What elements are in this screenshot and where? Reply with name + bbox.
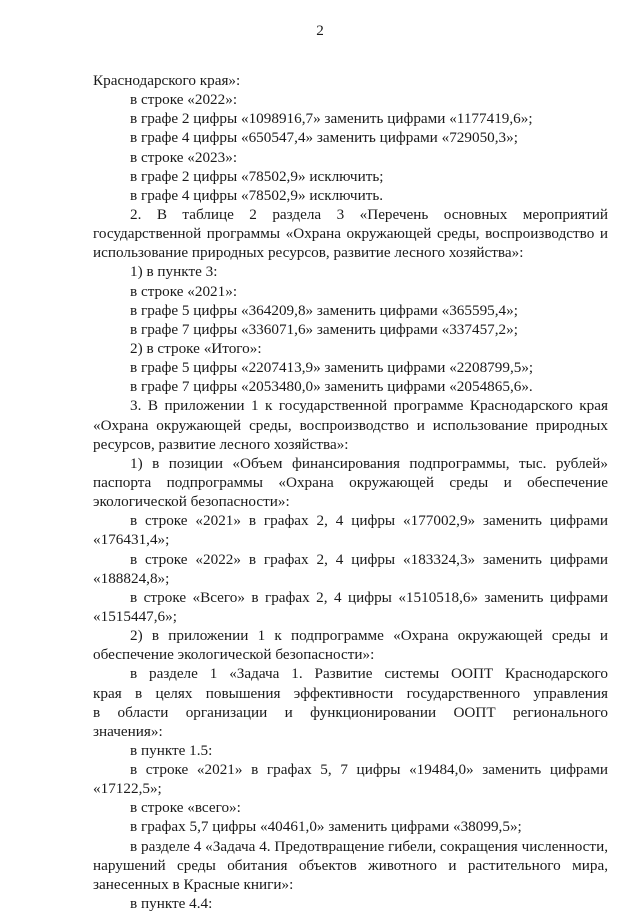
text-line: в разделе 4 «Задача 4. Предотвращение гибели, сокращения численности, (130, 837, 608, 855)
text-line: в области организации и функционировании ООПТ регионального (93, 703, 608, 721)
text-line: в пункте 4.4: (130, 895, 213, 913)
text-line: в пункте 1.5: (130, 741, 213, 759)
text-line: 3. В приложении 1 к государственной программе Краснодарского края (130, 397, 608, 415)
page-number: 2 (316, 22, 324, 39)
text-line: «Охрана окружающей среды, воспроизводство и использование природных (93, 416, 608, 434)
text-line: в строке «2021» в графах 2, 4 цифры «177002,9» заменить цифрами (130, 512, 608, 530)
text-line: паспорта подпрограммы «Охрана окружающей среды и обеспечение (93, 473, 608, 491)
text-line: «176431,4»; (93, 531, 170, 549)
text-line: в графе 4 цифры «78502,9» исключить. (130, 186, 384, 204)
text-line: в строке «Всего» в графах 2, 4 цифры «1510518,6» заменить цифрами (130, 588, 608, 606)
text-line: «1515447,6»; (93, 607, 177, 625)
text-line: в графах 5,7 цифры «40461,0» заменить цифрами «38099,5»; (130, 818, 522, 836)
text-line: использование природных ресурсов, развитие лесного хозяйства»: (93, 244, 524, 262)
text-line: в графе 2 цифры «78502,9» исключить; (130, 167, 384, 185)
text-line: 2) в строке «Итого»: (130, 339, 262, 357)
text-line: в строке «2022» в графах 2, 4 цифры «183324,3» заменить цифрами (130, 550, 608, 568)
text-line: нарушений среды обитания объектов животного и растительного мира, (93, 856, 608, 874)
text-line: экологической безопасности»: (93, 493, 290, 511)
text-line: «17122,5»; (93, 780, 162, 798)
text-line: «188824,8»; (93, 569, 170, 587)
text-line: края в целях повышения эффективности государственного управления (93, 684, 608, 702)
text-line: в строке «2021» в графах 5, 7 цифры «19484,0» заменить цифрами (130, 761, 608, 779)
text-line: 2. В таблице 2 раздела 3 «Перечень основных мероприятий (130, 205, 608, 223)
text-line: в графе 5 цифры «2207413,9» заменить цифрами «2208799,5»; (130, 359, 534, 377)
text-line: Краснодарского края»: (93, 72, 241, 89)
text-line: в строке «2023»: (130, 148, 238, 166)
text-line: 1) в пункте 3: (130, 263, 218, 281)
text-line: значения»: (93, 722, 163, 740)
text-line: 2) в приложении 1 к подпрограмме «Охрана окружающей среды и (130, 627, 608, 645)
text-line: в строке «2022»: (130, 91, 238, 109)
document-body (93, 71, 608, 913)
text-line: в графе 4 цифры «650547,4» заменить цифрами «729050,3»; (130, 129, 518, 147)
text-line: государственной программы «Охрана окружающей среды, воспроизводство и (93, 225, 608, 243)
text-line: 1) в позиции «Объем финансирования подпрограммы, тыс. рублей» (130, 454, 608, 472)
text-line: ресурсов, развитие лесного хозяйства»: (93, 435, 349, 453)
text-line: в графе 5 цифры «364209,8» заменить цифрами «365595,4»; (130, 301, 518, 319)
text-line: в графе 7 цифры «336071,6» заменить цифрами «337457,2»; (130, 320, 518, 338)
text-line: в строке «всего»: (130, 799, 241, 817)
text-line: занесенных в Красные книги»: (93, 875, 294, 893)
text-line: обеспечение экологической безопасности»: (93, 646, 375, 664)
text-line: в строке «2021»: (130, 282, 238, 300)
text-line: в графе 2 цифры «1098916,7» заменить цифрами «1177419,6»; (130, 110, 533, 128)
text-line: в разделе 1 «Задача 1. Развитие системы ООПТ Краснодарского (130, 665, 608, 683)
text-line: в графе 7 цифры «2053480,0» заменить цифрами «2054865,6». (130, 378, 533, 396)
